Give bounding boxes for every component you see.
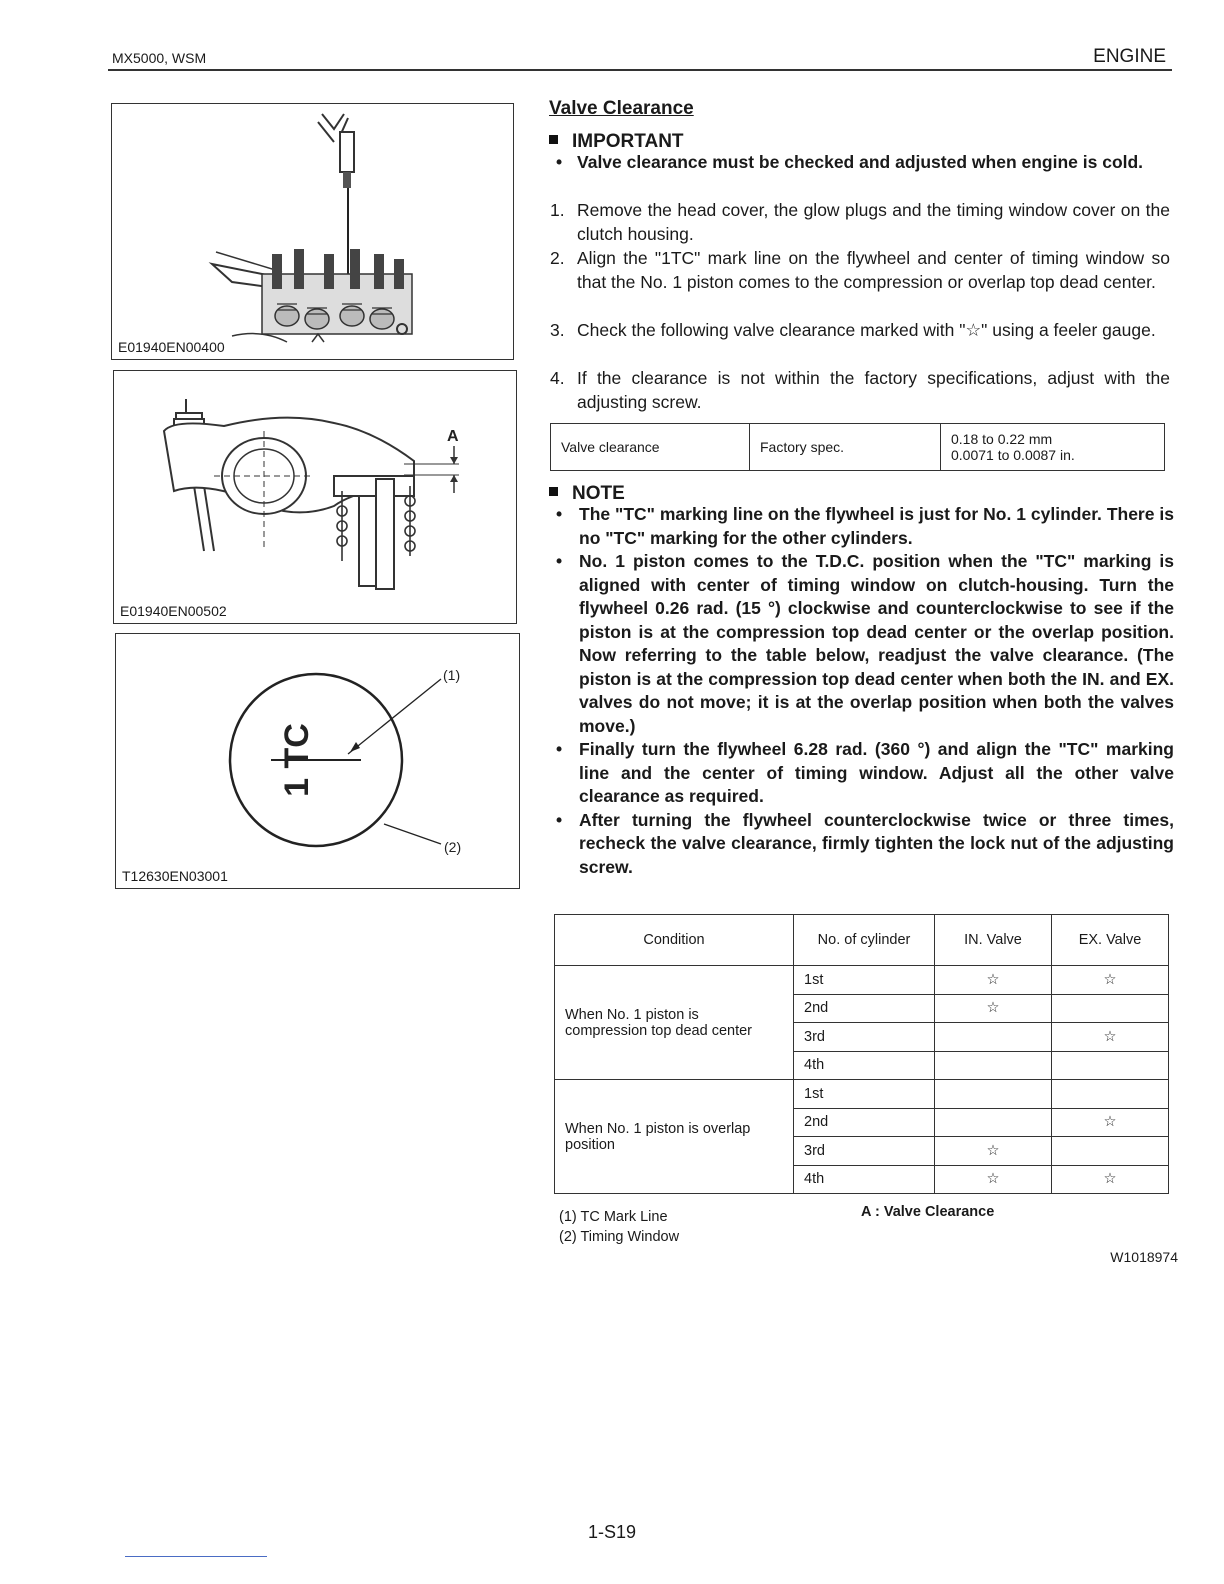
ex-valve-cell [1052,1051,1169,1080]
important-heading [549,131,684,153]
bullet-dot-icon: • [556,739,563,759]
table-row [555,966,1169,995]
figure-feeler-gauge [111,103,514,360]
figure-code: E01940EN00502 [120,603,227,619]
header-manual-title: MX5000, WSM [112,50,207,66]
cylinder-cell: 1st [794,1080,935,1109]
bullet-dot-icon: • [556,152,563,172]
note-bullet [556,503,1174,550]
condition-cell: When No. 1 piston is compression top dead center [555,966,794,1080]
note-bullet [556,809,1174,880]
figure-code: E01940EN00400 [118,339,225,355]
in-valve-cell [935,1108,1052,1137]
note-heading [549,483,625,505]
square-bullet-icon [549,487,558,496]
spec-table [550,423,1165,471]
header-rule [108,69,1172,71]
in-valve-cell [935,1080,1052,1109]
note-list [556,503,1174,879]
document-reference: W1018974 [1110,1249,1178,1265]
spec-value [941,424,1165,471]
ex-valve-cell [1052,994,1169,1023]
spec-value-mm: 0.18 to 0.22 mm [951,431,1053,447]
cylinder-cell: 4th [794,1051,935,1080]
note-text: The "TC" marking line on the flywheel is just for No. 1 cylinder. There is no "TC" marking for the other cylinders. [579,504,1174,548]
important-bullet-text: Valve clearance must be checked and adjusted when engine is cold. [577,152,1144,172]
step-text: If the clearance is not within the factory specifications, adjust with the adjusting screw. [577,368,1170,412]
in-valve-cell [935,1023,1052,1052]
condition-cell: When No. 1 piston is overlap position [555,1080,794,1194]
tc-mark-illustration [116,634,519,888]
ex-valve-cell [1052,1137,1169,1166]
important-heading-text: IMPORTANT [572,131,684,152]
valve-condition-table [554,914,1169,1194]
header-section-name: ENGINE [1093,46,1166,67]
col-header: No. of cylinder [794,915,935,966]
ex-valve-cell: ☆ [1052,1023,1169,1052]
figure-legend [559,1207,679,1247]
step-number: 3. [550,320,565,340]
step-number: 2. [550,248,565,268]
dimension-label-a: A [447,428,459,445]
col-header: Condition [555,915,794,966]
legend-item: (1) TC Mark Line [559,1209,668,1225]
cylinder-cell: 2nd [794,994,935,1023]
spec-label: Factory spec. [750,424,941,471]
step-number: 4. [550,368,565,388]
step-item [550,247,1170,294]
figure-rocker-arm [113,370,517,624]
page-number: 1-S19 [587,1522,637,1542]
note-bullet [556,550,1174,738]
in-valve-cell [935,1051,1052,1080]
feeler-gauge-illustration [112,104,513,359]
section-title: Valve Clearance [549,98,694,119]
step-number: 1. [550,200,565,220]
spec-item: Valve clearance [551,424,750,471]
in-valve-cell: ☆ [935,994,1052,1023]
note-bullet [556,738,1174,809]
figure-code: T12630EN03001 [122,868,228,884]
note-text: Finally turn the flywheel 6.28 rad. (360 °) and align the "TC" marking line and the center of timing window. Adjust all the other valve clearance as required. [579,739,1174,806]
step-text: Check the following valve clearance marked with "☆" using a feeler gauge. [577,320,1156,340]
tc-mark-text: 1 TC [278,723,316,797]
in-valve-cell: ☆ [935,1137,1052,1166]
spec-value-in: 0.0071 to 0.0087 in. [951,447,1075,463]
footer-rule [125,1556,267,1557]
step-item [550,319,1170,343]
step-item [550,367,1170,414]
callout-2: (2) [444,839,462,855]
step-text: Align the "1TC" mark line on the flywheel and center of timing window so that the No. 1 piston comes to the compression or overlap top dead center. [577,248,1170,292]
in-valve-cell: ☆ [935,1165,1052,1194]
callout-1: (1) [443,667,461,683]
bullet-dot-icon: • [556,551,563,571]
ex-valve-cell: ☆ [1052,1108,1169,1137]
ex-valve-cell: ☆ [1052,1165,1169,1194]
legend-a: A : Valve Clearance [861,1204,995,1220]
cylinder-cell: 3rd [794,1137,935,1166]
step-item [550,199,1170,246]
ex-valve-cell: ☆ [1052,966,1169,995]
col-header: IN. Valve [935,915,1052,966]
rocker-arm-illustration [114,371,516,623]
legend-item: (2) Timing Window [559,1229,680,1245]
col-header: EX. Valve [1052,915,1169,966]
note-text: No. 1 piston comes to the T.D.C. position when the "TC" marking is aligned with center of timing window on clutch-housing. Turn the flywheel 0.26 rad. (15 °) clockwise and counterclockwise to see if the piston is at the compression top dead center or the overlap position. Now referring to the table below, readjust the valve clearance. (The piston is at the compression top dead center when both the IN. and EX. valves do not move; it is at the overlap position when both the valves move.) [579,551,1174,736]
important-bullet [556,151,1170,175]
cylinder-cell: 4th [794,1165,935,1194]
bullet-dot-icon: • [556,809,563,830]
note-heading-text: NOTE [572,483,625,504]
cylinder-cell: 1st [794,966,935,995]
bullet-dot-icon: • [556,504,563,524]
note-text: After turning the flywheel counterclockwise twice or three times, recheck the valve clearance, firmly tighten the lock nut of the adjusting screw. [579,809,1174,877]
ex-valve-cell [1052,1080,1169,1109]
cylinder-cell: 2nd [794,1108,935,1137]
table-row [555,1080,1169,1109]
step-text: Remove the head cover, the glow plugs and the timing window cover on the clutch housing. [577,200,1170,244]
square-bullet-icon [549,135,558,144]
figure-tc-mark [115,633,520,889]
cylinder-cell: 3rd [794,1023,935,1052]
in-valve-cell: ☆ [935,966,1052,995]
